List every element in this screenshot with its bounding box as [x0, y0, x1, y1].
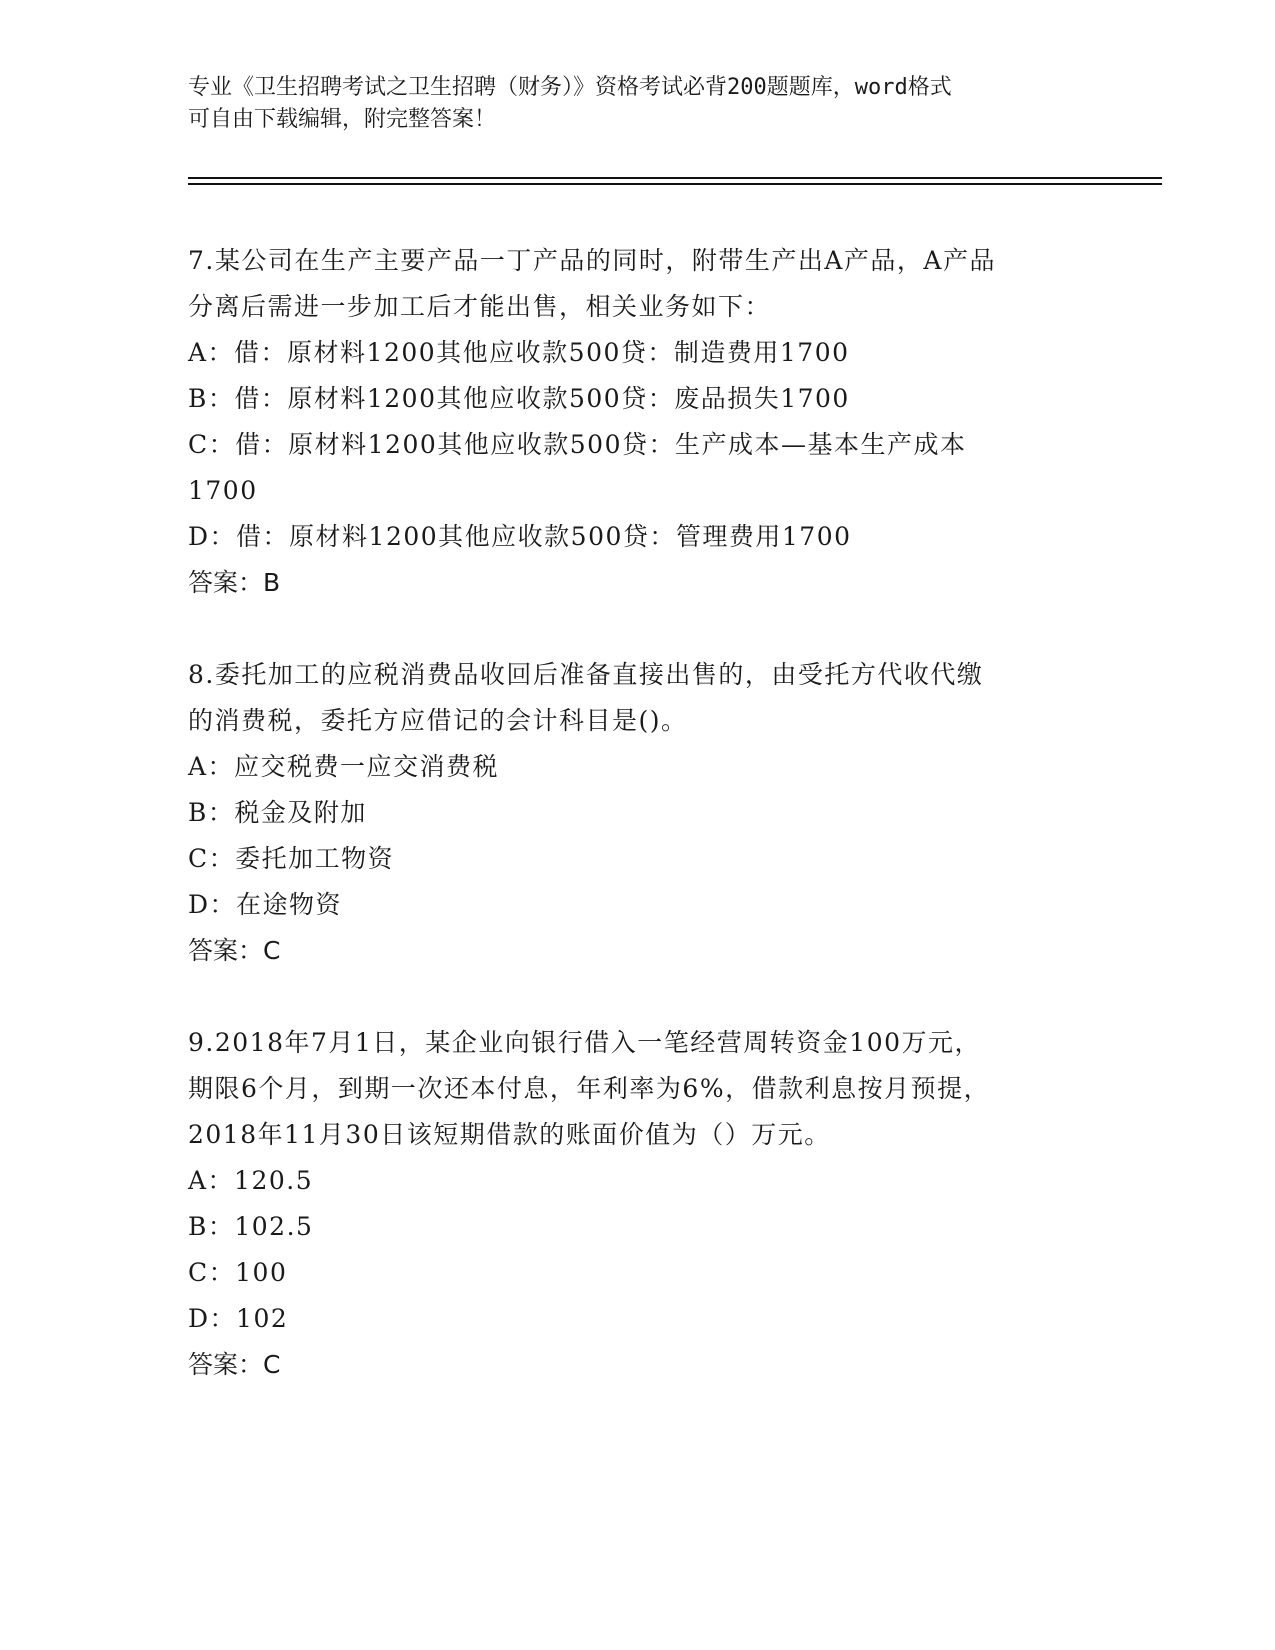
answer-label: 答案：C	[188, 1350, 281, 1379]
question-stem-line: 9.2018年7月1日，某企业向银行借入一笔经营周转资金100万元，	[188, 1028, 982, 1057]
option-c-continued: 1700	[188, 476, 258, 505]
spacer	[188, 974, 1088, 1020]
question-stem-line: 分离后需进一步加工后才能出售，相关业务如下：	[188, 292, 772, 321]
question-stem-line: 2018年11月30日该短期借款的账面价值为（）万元。	[188, 1120, 831, 1149]
document-header	[188, 72, 1088, 136]
header-line-1: 专业《卫生招聘考试之卫生招聘（财务）》资格考试必背200题题库，word格式	[188, 75, 952, 100]
option-a: A：120.5	[188, 1166, 314, 1195]
question-stem-line: 7.某公司在生产主要产品一丁产品的同时，附带生产出A产品，A产品	[188, 246, 996, 275]
option-d: D：借：原材料1200其他应收款500贷：管理费用1700	[188, 522, 852, 551]
question-block-7	[188, 238, 1088, 606]
option-a: A：借：原材料1200其他应收款500贷：制造费用1700	[188, 338, 850, 367]
question-block-8	[188, 652, 1088, 974]
header-line-2: 可自由下载编辑，附完整答案！	[188, 107, 497, 132]
option-b: B：税金及附加	[188, 798, 367, 827]
header-divider-top	[188, 177, 1162, 179]
answer-label: 答案：B	[188, 568, 281, 597]
option-d: D：102	[188, 1304, 289, 1333]
question-stem-line: 期限6个月，到期一次还本付息，年利率为6%，借款利息按月预提，	[188, 1074, 991, 1103]
question-stem-line: 的消费税，委托方应借记的会计科目是()。	[188, 706, 688, 735]
question-list	[188, 238, 1088, 1388]
option-b: B：102.5	[188, 1212, 314, 1241]
option-c: C：委托加工物资	[188, 844, 395, 873]
option-c: C：100	[188, 1258, 288, 1287]
option-d: D：在途物资	[188, 890, 343, 919]
question-block-9	[188, 1020, 1088, 1388]
question-stem-line: 8.委托加工的应税消费品收回后准备直接出售的，由受托方代收代缴	[188, 660, 984, 689]
header-divider-bottom	[188, 183, 1162, 185]
spacer	[188, 606, 1088, 652]
option-a: A：应交税费一应交消费税	[188, 752, 500, 781]
answer-label: 答案：C	[188, 936, 281, 965]
option-b: B：借：原材料1200其他应收款500贷：废品损失1700	[188, 384, 850, 413]
option-c: C：借：原材料1200其他应收款500贷：生产成本—基本生产成本	[188, 430, 967, 459]
